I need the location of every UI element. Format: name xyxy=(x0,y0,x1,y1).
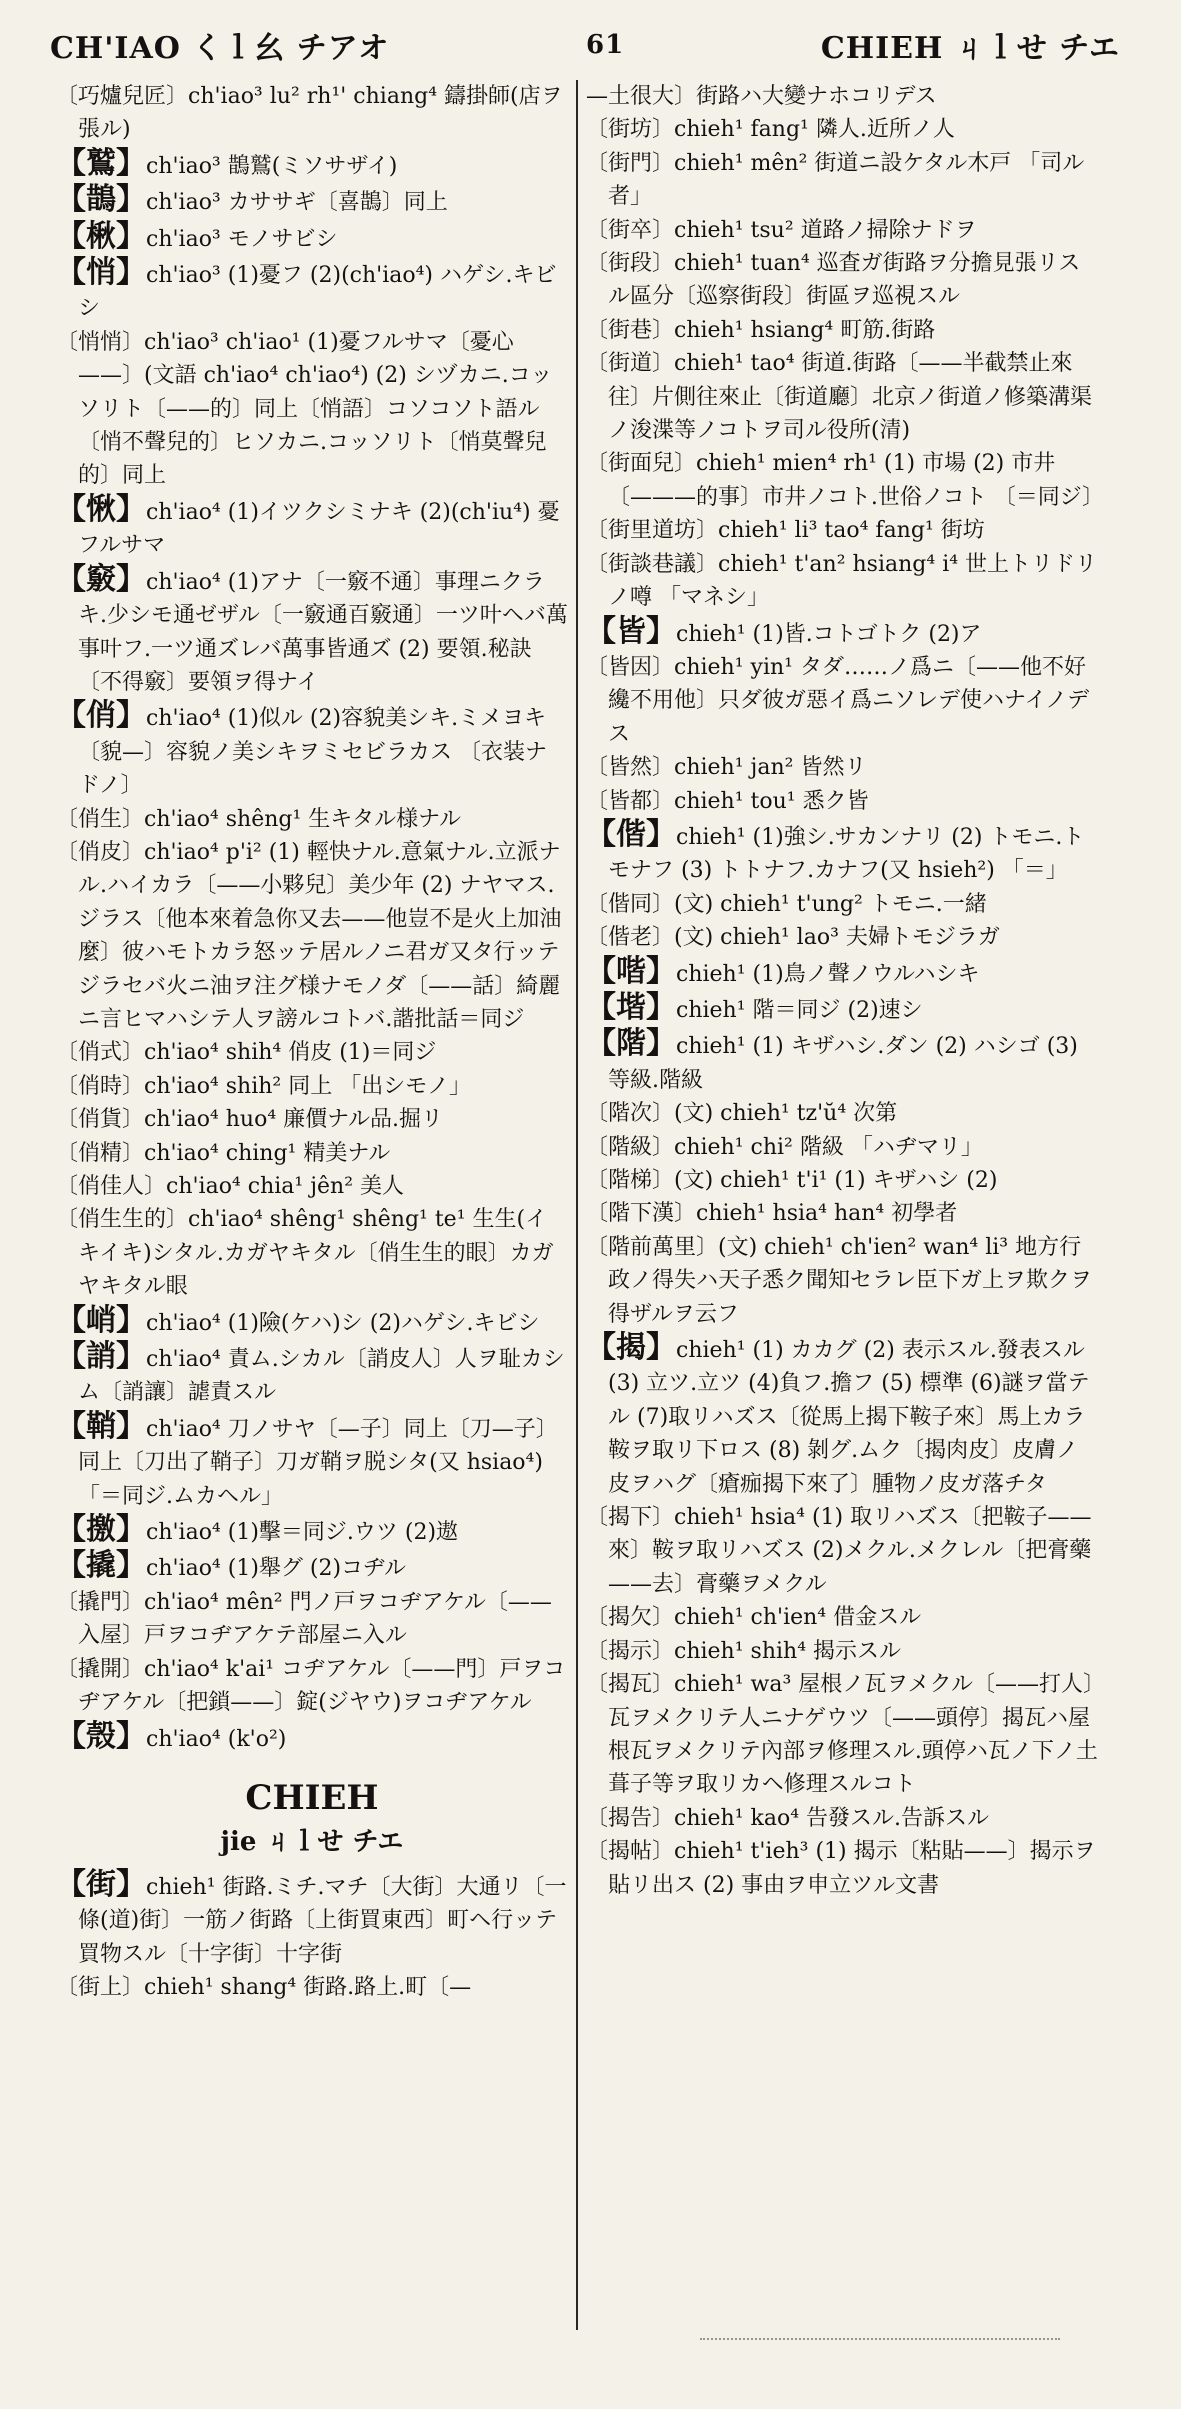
dictionary-entry xyxy=(586,651,1100,751)
entry-text: 〔街巷〕chieh¹ hsiang⁴ 町筋.街路 xyxy=(586,317,936,343)
dictionary-entry xyxy=(56,80,568,147)
dictionary-entry xyxy=(586,1501,1100,1601)
dictionary-entry xyxy=(56,147,568,183)
entry-text: 〔階梯〕(文) chieh¹ t'i¹ (1) キザハシ (2) xyxy=(586,1168,998,1193)
dictionary-entry xyxy=(56,1549,568,1585)
entry-text: 〔俏貨〕ch'iao⁴ huo⁴ 廉價ナル品.掘リ xyxy=(56,1107,444,1133)
entry-text: ch'iao⁴ (1)イツクシミナキ (2)(ch'iu⁴) 憂フルサマ xyxy=(78,499,560,559)
dictionary-entry xyxy=(56,1513,568,1549)
dictionary-entry xyxy=(56,183,568,219)
entry-text: 〔揭瓦〕chieh¹ wa³ 屋根ノ瓦ヲメクル〔——打人〕瓦ヲメクリテ人ニナゲウツ〔——頭停〕揭瓦ハ屋根瓦ヲメクリテ內部ヲ修理スル.頭停ハ瓦ノ下ノ土葺子等ヲ取リカヘ修理スルコト xyxy=(586,1672,1098,1798)
dictionary-entry xyxy=(586,955,1100,991)
dictionary-entry xyxy=(586,1097,1100,1130)
section-subtitle: jie ㄐｌせ チエ xyxy=(220,1826,404,1857)
entry-text: chieh¹ 階＝同ジ (2)速シ xyxy=(676,997,923,1023)
entry-text: 〔街門〕chieh¹ mên² 街道ニ設ケタル木戸 「司ル者」 xyxy=(586,150,1085,210)
dictionary-entry xyxy=(586,1131,1100,1164)
dictionary-entry xyxy=(56,1868,568,1971)
section-title: CHIEH xyxy=(245,1777,379,1818)
dictionary-entry xyxy=(586,347,1100,447)
entry-headword: 【鷲】 xyxy=(56,145,146,181)
dictionary-entry xyxy=(586,615,1100,651)
entry-text: ch'iao⁴ 刀ノサヤ〔—子〕同上〔刀—子〕同上〔刀出了鞘子〕刀ガ鞘ヲ脱シタ(又 hsiao⁴) 「＝同ジ.ムカヘル」 xyxy=(78,1416,558,1509)
dictionary-entry xyxy=(56,803,568,836)
dictionary-entry xyxy=(56,1103,568,1136)
dictionary-entry xyxy=(56,1340,568,1410)
footer-dotted-rule xyxy=(700,2338,1060,2346)
entry-text: chieh¹ (1)皆.コトゴトク (2)ア xyxy=(676,621,982,647)
dictionary-entry xyxy=(56,220,568,256)
entry-headword: 【堦】 xyxy=(586,989,676,1025)
entry-text: 〔俏皮〕ch'iao⁴ p'i² (1) 輕快ナル.意氣ナル.立派ナル.ハイカラ〔——小夥兒〕美少年 (2) ナヤマス.ジラス〔他本來着急你又去——他豈不是火上加油麼〕彼ハモトカラ怒ッテ居ルノニ君ガ又タ行ッテジラセバ火ニ油ヲ注グ様ナモノダ〔——話〕綺麗ニ言ヒマハシテ人ヲ謗ルコトバ.諧批話＝同ジ xyxy=(56,839,562,1032)
header-right: CHIEH ㄐｌせ チエ xyxy=(820,31,1120,66)
dictionary-entry xyxy=(586,888,1100,921)
dictionary-entry xyxy=(586,80,1100,113)
entry-text: 〔街坊〕chieh¹ fang¹ 隣人.近所ノ人 xyxy=(586,117,955,143)
entry-text: —土很大〕街路ハ大變ナホコリデス xyxy=(586,84,937,109)
left-after-entries xyxy=(56,1868,568,2005)
entry-headword: 【峭】 xyxy=(56,1302,146,1338)
entry-headword: 【楸】 xyxy=(56,218,146,254)
dictionary-entry xyxy=(56,1304,568,1340)
dictionary-entry xyxy=(586,1164,1100,1197)
entry-headword: 【揭】 xyxy=(586,1330,676,1366)
entry-text: ch'iao⁴ (1)アナ〔一竅不通〕事理ニクラキ.少シモ通ゼザル〔一竅通百竅通〕一ツ叶ヘバ萬事叶フ.一ツ通ズレバ萬事皆通ズ (2) 要領.秘訣〔不得竅〕要領ヲ得ナイ xyxy=(78,569,568,695)
entry-text: 〔巧爐兒匠〕ch'iao³ lu² rh¹' chiang⁴ 鑄掛師(店ヲ張ル) xyxy=(56,84,563,143)
entry-text: 〔街段〕chieh¹ tuan⁴ 巡査ガ街路ヲ分擔見張リスル區分〔巡察街段〕街區ヲ巡視スル xyxy=(586,251,1081,310)
entry-text: chieh¹ (1) カカグ (2) 表示スル.發表スル (3) 立ツ.立ツ (4)負フ.擔フ (5) 標準 (6)謎ヲ當テル (7)取リハズス〔從馬上揭下鞍子來〕馬上カラ鞍ヲ取リ下ロス (8) 剝グ.ムク〔揭肉皮〕皮膚ノ皮ヲハグ〔瘡痂揭下來了〕腫物ノ皮ガ落チタ xyxy=(608,1338,1090,1497)
entry-headword: 【皆】 xyxy=(586,613,676,649)
entry-text: ch'iao⁴ (k'o²) xyxy=(146,1726,287,1752)
dictionary-entry xyxy=(586,147,1100,214)
dictionary-entry xyxy=(586,214,1100,247)
left-entries xyxy=(56,80,568,1756)
entry-text: 〔街里道坊〕chieh¹ li³ tao⁴ fang¹ 街坊 xyxy=(586,518,985,544)
dictionary-entry xyxy=(586,921,1100,954)
entry-headword: 【鞘】 xyxy=(56,1408,146,1444)
entry-text: ch'iao⁴ (1)險(ケハ)シ (2)ハゲシ.キビシ xyxy=(146,1310,540,1336)
left-column xyxy=(48,80,578,2330)
right-column xyxy=(578,80,1108,2330)
entry-text: ch'iao³ 鵲鷲(ミソサザイ) xyxy=(146,153,398,179)
entry-headword: 【誚】 xyxy=(56,1339,146,1375)
entry-headword: 【愀】 xyxy=(56,491,146,527)
dictionary-entry xyxy=(586,548,1100,615)
dictionary-entry xyxy=(586,514,1100,547)
entry-text: 〔皆然〕chieh¹ jan² 皆然リ xyxy=(586,755,867,781)
entry-text: 〔俏精〕ch'iao⁴ ching¹ 精美ナル xyxy=(56,1140,391,1166)
dictionary-entry xyxy=(586,1601,1100,1634)
entry-headword: 【竅】 xyxy=(56,561,146,597)
entry-headword: 【喈】 xyxy=(586,953,676,989)
dictionary-entry xyxy=(586,1231,1100,1331)
entry-text: 〔街談巷議〕chieh¹ t'an² hsiang⁴ i⁴ 世上トリドリノ噂 「マネシ」 xyxy=(586,551,1098,611)
entry-text: 〔偕老〕(文) chieh¹ lao³ 夫婦トモジラガ xyxy=(586,925,1000,951)
entry-text: ch'iao⁴ (1)擊＝同ジ.ウツ (2)遨 xyxy=(146,1520,459,1546)
entry-text: ch'iao⁴ (1)舉グ (2)コヂル xyxy=(146,1556,406,1582)
entry-text: 〔揭示〕chieh¹ shih⁴ 揭示スル xyxy=(586,1638,902,1664)
entry-text: 〔階次〕(文) chieh¹ tz'ŭ⁴ 次第 xyxy=(586,1101,898,1127)
dictionary-entry xyxy=(56,1410,568,1513)
entry-text: 〔俏生生的〕ch'iao⁴ shêng¹ shêng¹ te¹ 生生(イキイキ)シタル.カガヤキタル〔俏生生的眼〕カガヤキタル眼 xyxy=(56,1207,554,1300)
entry-text: ch'iao⁴ 責ム.シカル〔誚皮人〕人ヲ耻カシム〔誚讓〕謔責スル xyxy=(78,1347,565,1406)
entry-headword: 【鵲】 xyxy=(56,182,146,218)
dictionary-entry xyxy=(586,1635,1100,1668)
entry-text: 〔階下漢〕chieh¹ hsia⁴ han⁴ 初學者 xyxy=(586,1201,958,1227)
dictionary-entry xyxy=(56,1653,568,1720)
entry-headword: 【街】 xyxy=(56,1866,146,1902)
entry-text: 〔揭欠〕chieh¹ ch'ien⁴ 借金スル xyxy=(586,1605,922,1631)
entry-text: 〔揭下〕chieh¹ hsia⁴ (1) 取リハズス〔把鞍子——來〕鞍ヲ取リハズス (2)メクル.メクレル〔把膏藥——去〕膏藥ヲメクル xyxy=(586,1505,1092,1597)
dictionary-entry xyxy=(56,1070,568,1103)
page-header xyxy=(50,22,1120,68)
dictionary-columns xyxy=(48,80,1128,2330)
dictionary-entry xyxy=(56,1170,568,1203)
entry-text: 〔階前萬里〕(文) chieh¹ ch'ien² wan⁴ li³ 地方行政ノ得失ハ天子悉ク聞知セラレ臣下ガ上ヲ欺クヲ得ザルヲ云フ xyxy=(586,1234,1093,1327)
header-left: CH'IAO くｌ幺 チアオ xyxy=(50,31,390,66)
dictionary-entry xyxy=(586,818,1100,888)
entry-text: 〔揭帖〕chieh¹ t'ieh³ (1) 揭示〔粘貼——〕揭示ヲ貼リ出ス (2) 事由ヲ申立ツル文書 xyxy=(586,1839,1096,1898)
dictionary-entry xyxy=(56,1720,568,1756)
entry-headword: 【悄】 xyxy=(56,255,146,291)
dictionary-entry xyxy=(586,1835,1100,1902)
entry-text: 〔俏佳人〕ch'iao⁴ chia¹ jên² 美人 xyxy=(56,1174,405,1199)
entry-headword: 【俏】 xyxy=(56,698,146,734)
dictionary-entry xyxy=(56,563,568,700)
dictionary-entry xyxy=(586,991,1100,1027)
entry-text: 〔街上〕chieh¹ shang⁴ 街路.路上.町〔— xyxy=(56,1975,472,2001)
dictionary-entry xyxy=(56,1203,568,1303)
entry-text: 〔揭告〕chieh¹ kao⁴ 告發スル.告訴スル xyxy=(586,1805,990,1831)
entry-headword: 【撬】 xyxy=(56,1548,146,1584)
entry-text: 〔街面兒〕chieh¹ mien⁴ rh¹ (1) 市場 (2) 市井〔———的事〕市井ノコト.世俗ノコト 〔＝同ジ〕 xyxy=(586,451,1105,510)
entry-headword: 【殼】 xyxy=(56,1718,146,1754)
dictionary-entry xyxy=(56,1036,568,1069)
entry-text: ch'iao³ カササギ〔喜鵲〕同上 xyxy=(146,190,448,216)
dictionary-entry xyxy=(56,256,568,326)
dictionary-entry xyxy=(586,1197,1100,1230)
entry-text: ch'iao³ モノサビシ xyxy=(146,226,338,252)
entry-text: 〔撬門〕ch'iao⁴ mên² 門ノ戸ヲコヂアケル〔——入屋〕戸ヲコヂアケテ部屋ニ入ル xyxy=(56,1589,552,1649)
dictionary-entry xyxy=(56,493,568,563)
page-number: 61 xyxy=(586,30,625,60)
dictionary-entry xyxy=(56,1586,568,1653)
entry-text: 〔偕同〕(文) chieh¹ t'ung² トモニ.一緒 xyxy=(586,891,987,917)
entry-text: chieh¹ (1)強シ.サカンナリ (2) トモニ.トモナフ (3) トトナフ.カナフ(又 hsieh²) 「＝」 xyxy=(608,824,1085,884)
entry-text: 〔悄悄〕ch'iao³ ch'iao¹ (1)憂フルサマ〔憂心——〕(文語 ch'iao⁴ ch'iao⁴) (2) シヅカニ.コッソリト〔——的〕同上〔悄語〕コソコソト語ル〔悄不聲兒的〕ヒソカニ.コッソリト〔悄莫聲兒的〕同上 xyxy=(56,329,553,489)
entry-headword: 【階】 xyxy=(586,1026,676,1062)
entry-text: 〔街卒〕chieh¹ tsu² 道路ノ掃除ナドヲ xyxy=(586,217,977,243)
dictionary-entry xyxy=(586,1027,1100,1097)
entry-text: 〔俏生〕ch'iao⁴ shêng¹ 生キタル様ナル xyxy=(56,806,461,832)
entry-text: chieh¹ 街路.ミチ.マチ〔大街〕大通リ〔一條(道)街〕一筋ノ街路〔上街買東西〕町ヘ行ッテ買物スル〔十字街〕十字街 xyxy=(78,1874,567,1967)
entry-text: 〔俏式〕ch'iao⁴ shih⁴ 俏皮 (1)＝同ジ xyxy=(56,1040,437,1066)
dictionary-entry xyxy=(586,1802,1100,1835)
entry-text: 〔皆都〕chieh¹ tou¹ 悉ク皆 xyxy=(586,788,869,814)
dictionary-entry xyxy=(586,447,1105,514)
entry-headword: 【撽】 xyxy=(56,1512,146,1548)
entry-text: 〔皆因〕chieh¹ yin¹ タダ……ノ爲ニ〔——他不好纔不用他〕只ダ彼ガ惡イ爲ニソレデ使ハナイノデス xyxy=(586,654,1090,747)
entry-text: ch'iao⁴ (1)似ル (2)容貌美シキ.ミメヨキ〔貌—〕容貌ノ美シキヲミセビラカス 〔衣装ナドノ〕 xyxy=(78,706,547,799)
right-entries xyxy=(586,80,1105,1902)
entry-text: 〔階級〕chieh¹ chi² 階級 「ハヂマリ」 xyxy=(586,1134,983,1160)
entry-headword: 【偕】 xyxy=(586,816,676,852)
entry-text: 〔撬開〕ch'iao⁴ k'ai¹ コヂアケル〔——門〕戸ヲコヂアケル〔把鎖——〕錠(ジヤウ)ヲコヂアケル xyxy=(56,1656,566,1716)
dictionary-entry xyxy=(586,247,1100,314)
dictionary-entry xyxy=(56,1137,568,1170)
dictionary-entry xyxy=(586,1668,1100,1802)
dictionary-entry xyxy=(56,1971,568,2004)
entry-text: 〔街道〕chieh¹ tao⁴ 街道.街路〔——半截禁止來往〕片側往來止〔街道廳〕北京ノ街道ノ修築溝渠ノ浚渫等ノコトヲ司ル役所(清) xyxy=(586,351,1093,444)
dictionary-entry xyxy=(56,326,568,493)
dictionary-entry xyxy=(586,113,1100,146)
dictionary-entry xyxy=(56,699,568,802)
dictionary-entry xyxy=(586,1331,1100,1501)
entry-text: 〔俏時〕ch'iao⁴ shih² 同上 「出シモノ」 xyxy=(56,1073,471,1099)
entry-text: chieh¹ (1)鳥ノ聲ノウルハシキ xyxy=(676,961,980,987)
entry-text: ch'iao³ (1)憂フ (2)(ch'iao⁴) ハゲシ.キビシ xyxy=(78,263,557,322)
dictionary-entry xyxy=(586,751,1100,784)
dictionary-entry xyxy=(56,836,568,1036)
dictionary-entry xyxy=(586,785,1100,818)
dictionary-entry xyxy=(586,314,1100,347)
entry-text: chieh¹ (1) キザハシ.ダン (2) ハシゴ (3) 等級.階級 xyxy=(608,1034,1078,1093)
